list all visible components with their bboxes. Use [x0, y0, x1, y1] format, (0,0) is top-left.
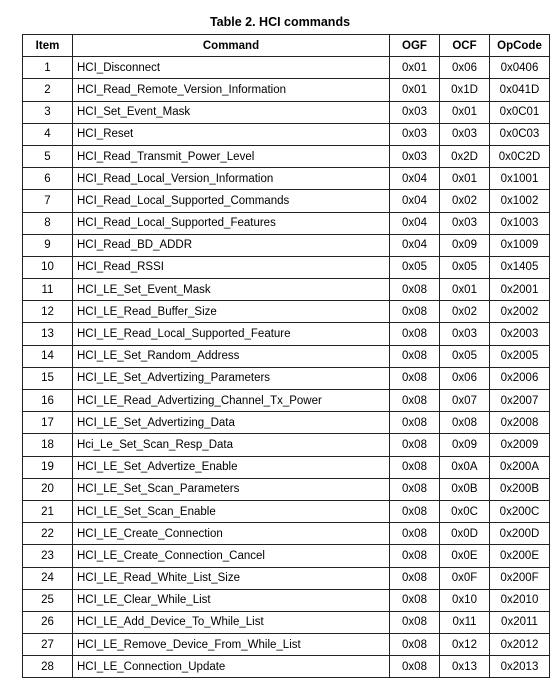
- cell-opcode: 0x2009: [490, 434, 550, 456]
- cell-item: 7: [23, 190, 73, 212]
- cell-command: HCI_Reset: [73, 123, 390, 145]
- cell-ocf: 0x11: [440, 611, 490, 633]
- cell-opcode: 0x200C: [490, 500, 550, 522]
- cell-ogf: 0x04: [390, 190, 440, 212]
- cell-command: HCI_LE_Read_White_List_Size: [73, 567, 390, 589]
- table-header-row: [23, 35, 550, 57]
- cell-ocf: 0x2D: [440, 145, 490, 167]
- table-row: [23, 456, 550, 478]
- table-row: [23, 478, 550, 500]
- cell-ocf: 0x01: [440, 101, 490, 123]
- table-row: [23, 279, 550, 301]
- cell-opcode: 0x2002: [490, 301, 550, 323]
- cell-ogf: 0x08: [390, 279, 440, 301]
- cell-item: 27: [23, 634, 73, 656]
- cell-ocf: 0x09: [440, 234, 490, 256]
- cell-item: 25: [23, 589, 73, 611]
- cell-ocf: 0x0A: [440, 456, 490, 478]
- cell-ogf: 0x05: [390, 256, 440, 278]
- cell-item: 16: [23, 390, 73, 412]
- cell-opcode: 0x2005: [490, 345, 550, 367]
- cell-opcode: 0x1003: [490, 212, 550, 234]
- cell-command: HCI_LE_Read_Advertizing_Channel_Tx_Power: [73, 390, 390, 412]
- cell-ocf: 0x06: [440, 367, 490, 389]
- cell-opcode: 0x1001: [490, 168, 550, 190]
- cell-item: 3: [23, 101, 73, 123]
- cell-item: 19: [23, 456, 73, 478]
- table-row: [23, 79, 550, 101]
- cell-opcode: 0x2006: [490, 367, 550, 389]
- cell-command: HCI_LE_Set_Event_Mask: [73, 279, 390, 301]
- cell-command: HCI_LE_Set_Random_Address: [73, 345, 390, 367]
- cell-command: HCI_LE_Set_Advertizing_Data: [73, 412, 390, 434]
- cell-command: HCI_LE_Read_Local_Supported_Feature: [73, 323, 390, 345]
- cell-command: HCI_LE_Set_Scan_Parameters: [73, 478, 390, 500]
- cell-opcode: 0x200A: [490, 456, 550, 478]
- table-row: [23, 57, 550, 79]
- cell-ogf: 0x08: [390, 523, 440, 545]
- cell-item: 15: [23, 367, 73, 389]
- cell-ocf: 0x13: [440, 656, 490, 678]
- cell-item: 12: [23, 301, 73, 323]
- cell-opcode: 0x2003: [490, 323, 550, 345]
- cell-opcode: 0x1405: [490, 256, 550, 278]
- cell-item: 24: [23, 567, 73, 589]
- cell-opcode: 0x0C03: [490, 123, 550, 145]
- cell-ogf: 0x08: [390, 412, 440, 434]
- cell-command: HCI_Disconnect: [73, 57, 390, 79]
- cell-ocf: 0x03: [440, 323, 490, 345]
- table-row: [23, 390, 550, 412]
- cell-ocf: 0x05: [440, 256, 490, 278]
- cell-opcode: 0x2013: [490, 656, 550, 678]
- cell-ocf: 0x08: [440, 412, 490, 434]
- cell-command: HCI_LE_Clear_While_List: [73, 589, 390, 611]
- cell-ocf: 0x09: [440, 434, 490, 456]
- cell-opcode: 0x0406: [490, 57, 550, 79]
- cell-item: 6: [23, 168, 73, 190]
- cell-ogf: 0x08: [390, 567, 440, 589]
- table-row: [23, 256, 550, 278]
- cell-ocf: 0x0F: [440, 567, 490, 589]
- table-row: [23, 145, 550, 167]
- cell-command: HCI_LE_Set_Advertizing_Parameters: [73, 367, 390, 389]
- cell-item: 20: [23, 478, 73, 500]
- cell-command: HCI_Read_Local_Supported_Features: [73, 212, 390, 234]
- cell-opcode: 0x2007: [490, 390, 550, 412]
- cell-command: HCI_LE_Connection_Update: [73, 656, 390, 678]
- cell-ocf: 0x07: [440, 390, 490, 412]
- table-row: [23, 611, 550, 633]
- column-header-command: Command: [73, 35, 390, 57]
- cell-command: HCI_LE_Remove_Device_From_While_List: [73, 634, 390, 656]
- table-row: [23, 412, 550, 434]
- cell-ogf: 0x08: [390, 478, 440, 500]
- cell-ocf: 0x06: [440, 57, 490, 79]
- cell-command: HCI_LE_Set_Advertize_Enable: [73, 456, 390, 478]
- table-title: Table 2. HCI commands: [209, 15, 351, 29]
- cell-item: 14: [23, 345, 73, 367]
- cell-ogf: 0x08: [390, 611, 440, 633]
- cell-item: 28: [23, 656, 73, 678]
- cell-ocf: 0x03: [440, 123, 490, 145]
- cell-ocf: 0x10: [440, 589, 490, 611]
- cell-opcode: 0x0C01: [490, 101, 550, 123]
- cell-ocf: 0x1D: [440, 79, 490, 101]
- column-header-ogf: OGF: [390, 35, 440, 57]
- cell-opcode: 0x0C2D: [490, 145, 550, 167]
- cell-ocf: 0x0B: [440, 478, 490, 500]
- cell-opcode: 0x200E: [490, 545, 550, 567]
- cell-ogf: 0x04: [390, 212, 440, 234]
- cell-ogf: 0x04: [390, 234, 440, 256]
- cell-opcode: 0x2008: [490, 412, 550, 434]
- cell-command: Hci_Le_Set_Scan_Resp_Data: [73, 434, 390, 456]
- cell-ocf: 0x0C: [440, 500, 490, 522]
- table-row: [23, 168, 550, 190]
- column-header-ocf: OCF: [440, 35, 490, 57]
- table-row: [23, 123, 550, 145]
- cell-ogf: 0x04: [390, 168, 440, 190]
- cell-ocf: 0x12: [440, 634, 490, 656]
- cell-command: HCI_Read_Transmit_Power_Level: [73, 145, 390, 167]
- cell-ogf: 0x03: [390, 101, 440, 123]
- cell-item: 10: [23, 256, 73, 278]
- table-row: [23, 434, 550, 456]
- cell-ogf: 0x03: [390, 145, 440, 167]
- table-body: [23, 57, 550, 678]
- table-row: [23, 234, 550, 256]
- cell-ocf: 0x05: [440, 345, 490, 367]
- cell-ocf: 0x02: [440, 190, 490, 212]
- cell-ogf: 0x08: [390, 345, 440, 367]
- cell-opcode: 0x2010: [490, 589, 550, 611]
- cell-ocf: 0x03: [440, 212, 490, 234]
- cell-ogf: 0x08: [390, 656, 440, 678]
- cell-ogf: 0x01: [390, 57, 440, 79]
- cell-item: 22: [23, 523, 73, 545]
- cell-command: HCI_Set_Event_Mask: [73, 101, 390, 123]
- cell-command: HCI_Read_RSSI: [73, 256, 390, 278]
- cell-ocf: 0x0D: [440, 523, 490, 545]
- cell-item: 1: [23, 57, 73, 79]
- cell-opcode: 0x200F: [490, 567, 550, 589]
- table-row: [23, 545, 550, 567]
- cell-ocf: 0x0E: [440, 545, 490, 567]
- cell-opcode: 0x2001: [490, 279, 550, 301]
- table-row: [23, 190, 550, 212]
- cell-ogf: 0x03: [390, 123, 440, 145]
- cell-command: HCI_Read_Local_Supported_Commands: [73, 190, 390, 212]
- cell-command: HCI_LE_Create_Connection_Cancel: [73, 545, 390, 567]
- table-row: [23, 323, 550, 345]
- cell-ogf: 0x08: [390, 456, 440, 478]
- cell-item: 18: [23, 434, 73, 456]
- cell-opcode: 0x1002: [490, 190, 550, 212]
- cell-ogf: 0x08: [390, 634, 440, 656]
- cell-item: 13: [23, 323, 73, 345]
- table-row: [23, 101, 550, 123]
- cell-ogf: 0x08: [390, 301, 440, 323]
- cell-item: 8: [23, 212, 73, 234]
- cell-opcode: 0x041D: [490, 79, 550, 101]
- cell-opcode: 0x2012: [490, 634, 550, 656]
- cell-ocf: 0x01: [440, 279, 490, 301]
- cell-ogf: 0x08: [390, 589, 440, 611]
- cell-ogf: 0x08: [390, 500, 440, 522]
- cell-command: HCI_Read_Local_Version_Information: [73, 168, 390, 190]
- cell-ocf: 0x02: [440, 301, 490, 323]
- cell-command: HCI_LE_Create_Connection: [73, 523, 390, 545]
- cell-item: 2: [23, 79, 73, 101]
- column-header-item: Item: [23, 35, 73, 57]
- cell-ocf: 0x01: [440, 168, 490, 190]
- cell-item: 11: [23, 279, 73, 301]
- cell-item: 23: [23, 545, 73, 567]
- table-row: [23, 567, 550, 589]
- table-row: [23, 212, 550, 234]
- cell-item: 9: [23, 234, 73, 256]
- cell-ogf: 0x08: [390, 545, 440, 567]
- cell-opcode: 0x200B: [490, 478, 550, 500]
- table-row: [23, 656, 550, 678]
- cell-item: 17: [23, 412, 73, 434]
- cell-ogf: 0x01: [390, 79, 440, 101]
- cell-item: 21: [23, 500, 73, 522]
- cell-command: HCI_Read_Remote_Version_Information: [73, 79, 390, 101]
- cell-opcode: 0x1009: [490, 234, 550, 256]
- table-row: [23, 345, 550, 367]
- table-row: [23, 301, 550, 323]
- cell-command: HCI_LE_Set_Scan_Enable: [73, 500, 390, 522]
- cell-ogf: 0x08: [390, 434, 440, 456]
- cell-ogf: 0x08: [390, 390, 440, 412]
- cell-ogf: 0x08: [390, 367, 440, 389]
- cell-command: HCI_Read_BD_ADDR: [73, 234, 390, 256]
- cell-command: HCI_LE_Read_Buffer_Size: [73, 301, 390, 323]
- table-row: [23, 523, 550, 545]
- cell-item: 4: [23, 123, 73, 145]
- hci-commands-table: [22, 34, 550, 678]
- table-row: [23, 589, 550, 611]
- column-header-opcode: OpCode: [490, 35, 550, 57]
- table-row: [23, 367, 550, 389]
- cell-item: 26: [23, 611, 73, 633]
- cell-opcode: 0x200D: [490, 523, 550, 545]
- table-row: [23, 634, 550, 656]
- cell-opcode: 0x2011: [490, 611, 550, 633]
- cell-ogf: 0x08: [390, 323, 440, 345]
- cell-command: HCI_LE_Add_Device_To_While_List: [73, 611, 390, 633]
- table-row: [23, 500, 550, 522]
- cell-item: 5: [23, 145, 73, 167]
